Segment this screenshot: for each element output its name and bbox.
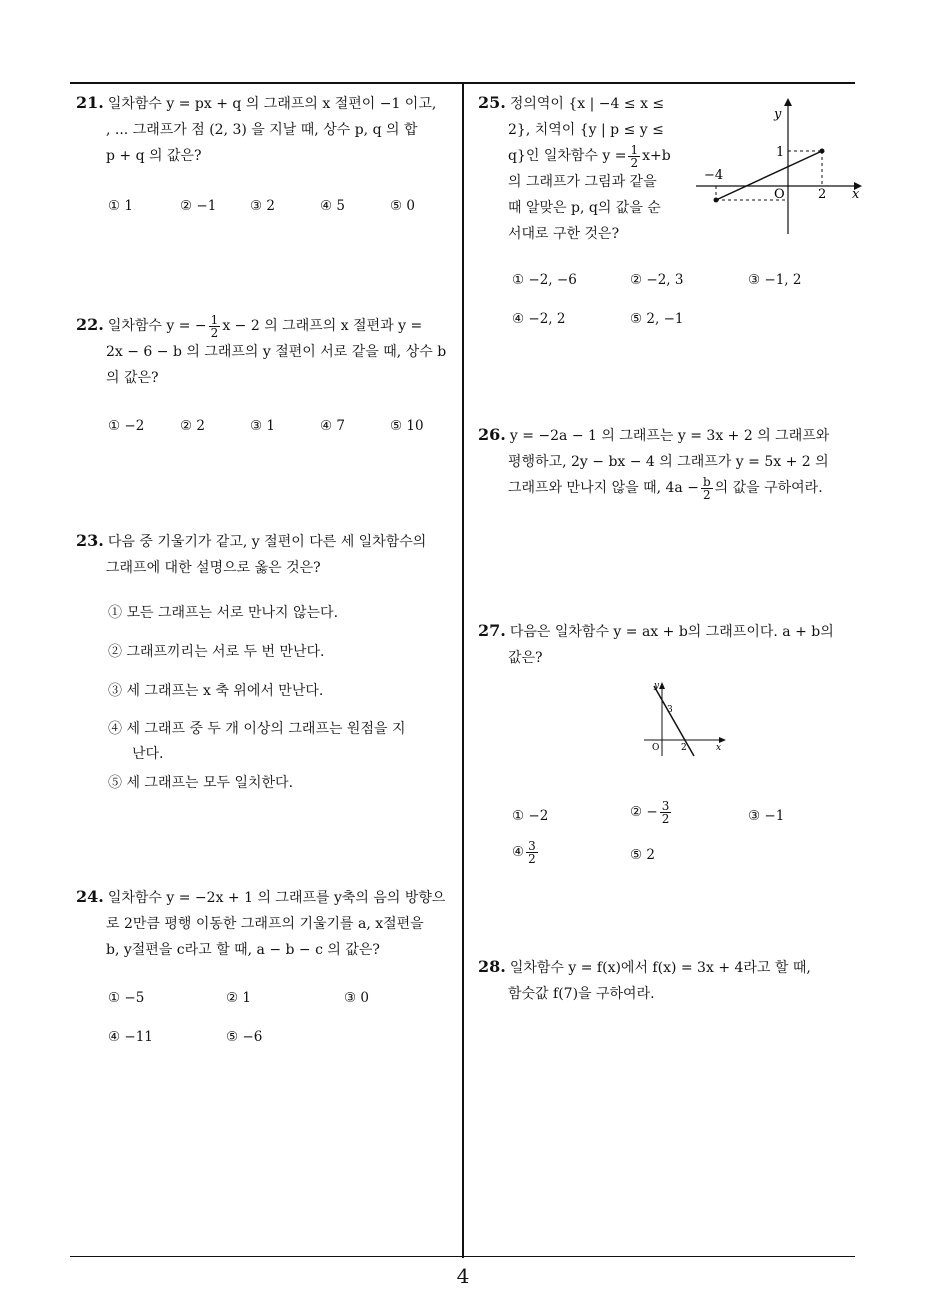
fraction: $\frac{1}{2}$: [210, 312, 219, 340]
question-text: 의 값은?: [106, 370, 159, 386]
question-text: p + q 의 값은?: [106, 148, 202, 164]
y-axis-arrow-icon: [659, 682, 665, 689]
choice-2[interactable]: ② − $\frac{3}{2}$: [630, 799, 670, 826]
tick-label: 3: [667, 705, 673, 715]
choice-4[interactable]: ④ 세 그래프 중 두 개 이상의 그래프는 원점을 지: [108, 721, 406, 737]
bottom-rule: [70, 1256, 855, 1257]
choice-4[interactable]: ④ −2, 2: [512, 311, 566, 327]
page-number: 4: [456, 1264, 470, 1288]
choice-4[interactable]: ④ $\frac{3}{2}$: [512, 839, 536, 866]
y-axis-label: y: [654, 681, 660, 691]
choice-4[interactable]: ④ 7: [320, 418, 345, 434]
question-number: 24.: [76, 887, 104, 906]
question-text: 정의역이 {x | −4 ≤ x ≤: [509, 96, 665, 112]
question-number: 23.: [76, 531, 104, 550]
function-line: [654, 686, 694, 756]
choice-1[interactable]: ① −2: [108, 418, 145, 434]
question-text: 다음 중 기울기가 같고, y 절편이 다른 세 일차함수의: [107, 534, 427, 550]
question-number: 27.: [478, 621, 506, 640]
choice-3[interactable]: ③ −1: [748, 808, 785, 824]
question-21: [76, 90, 456, 169]
question-number: 22.: [76, 315, 104, 334]
choice-3[interactable]: ③ 1: [250, 418, 275, 434]
choice-2[interactable]: ② 1: [226, 990, 251, 1006]
y-axis-arrow-icon: [784, 98, 792, 106]
choice-2[interactable]: ② −2, 3: [630, 272, 684, 288]
function-line: [716, 151, 822, 200]
tick-label: −4: [704, 168, 724, 183]
question-number: 21.: [76, 93, 104, 112]
choice-2[interactable]: ② 2: [180, 418, 205, 434]
question-text: 일차함수 y = f(x)에서 f(x) = 3x + 4라고 할 때,: [509, 960, 811, 976]
question-text: 2x − 6 − b 의 그래프의 y 절편이 서로 같을 때, 상수 b: [106, 344, 447, 360]
choice-4-continued: 난다.: [132, 746, 164, 762]
y-axis-label: y: [774, 107, 782, 122]
question-text: b, y절편을 c라고 할 때, a − b − c 의 값은?: [106, 942, 380, 958]
origin-label: O: [652, 743, 660, 753]
choice-5[interactable]: ⑤ 2, −1: [630, 311, 684, 327]
question-text: 그래프에 대한 설명으로 옳은 것은?: [106, 560, 321, 576]
x-axis-label: x: [852, 187, 860, 202]
question-text: 일차함수 y = px + q 의 그래프의 x 절편이 −1 이고,: [107, 96, 437, 112]
x-axis-label: x: [716, 743, 722, 753]
q25-graph: [696, 94, 866, 244]
choice-1[interactable]: ① −2, −6: [512, 272, 577, 288]
choice-1[interactable]: ① 모든 그래프는 서로 만나지 않는다.: [108, 605, 339, 621]
question-27: 27. 다음은 일차함수 y = ax + b의 그래프이다. a + b의 값은?: [478, 621, 834, 666]
answer-choices-23: [108, 600, 458, 800]
choice-4[interactable]: ④ 5: [320, 198, 345, 214]
choice-1[interactable]: ① −5: [108, 990, 145, 1006]
choice-5[interactable]: ⑤ 10: [390, 418, 424, 434]
question-25: 25. 정의역이 {x | −4 ≤ x ≤ 2}, 치역이 {y | p ≤ y ≤ q}인 일차함수 y = $\frac{1}{2}$ x+b 의 그래프가 그림과 같을 때 알맞은 p, q의 값을 순 서대로 구한 것은?: [478, 93, 671, 242]
question-22: 22. 일차함수 y = − $\frac{1}{2}$ x − 2 의 그래프의 x 절편과 y = 2x − 6 − b 의 그래프의 y 절편이 서로 같을 때, 상수 b 의 값은?: [76, 312, 456, 391]
question-text: 다음은 일차함수 y = ax + b의 그래프이다. a + b의: [509, 624, 834, 640]
choice-2[interactable]: ② −1: [180, 198, 217, 214]
choice-1[interactable]: ① 1: [108, 198, 133, 214]
choice-3[interactable]: ③ 세 그래프는 x 축 위에서 만난다.: [108, 683, 324, 699]
choice-3[interactable]: ③ −1, 2: [748, 272, 802, 288]
choice-1[interactable]: ① −2: [512, 808, 549, 824]
choice-5[interactable]: ⑤ 0: [390, 198, 415, 214]
question-number: 28.: [478, 957, 506, 976]
choice-3[interactable]: ③ 2: [250, 198, 275, 214]
question-number: 26.: [478, 425, 506, 444]
tick-label: 2: [681, 743, 687, 753]
choice-5[interactable]: ⑤ 2: [630, 847, 655, 863]
choice-4[interactable]: ④ −11: [108, 1029, 153, 1045]
tick-label: 2: [818, 187, 827, 202]
tick-label: 1: [776, 145, 785, 160]
q27-graph: [640, 680, 730, 760]
origin-label: O: [774, 187, 785, 202]
fraction: $\frac{b}{2}$: [702, 474, 711, 502]
question-text: 일차함수 y = −2x + 1 의 그래프를 y축의 음의 방향으: [107, 890, 446, 906]
question-text: y = −2a − 1 의 그래프는 y = 3x + 2 의 그래프와: [509, 428, 830, 444]
question-number: 25.: [478, 93, 506, 112]
choice-5[interactable]: ⑤ 세 그래프는 모두 일치한다.: [108, 775, 294, 791]
choice-2[interactable]: ② 그래프끼리는 서로 두 번 만난다.: [108, 644, 325, 660]
fraction: $\frac{1}{2}$: [630, 142, 639, 170]
question-24: [76, 884, 456, 963]
question-26: 26. y = −2a − 1 의 그래프는 y = 3x + 2 의 그래프와 평행하고, 2y − bx − 4 의 그래프가 y = 5x + 2 의 그래프와 만나지 않을 때, 4a − $\frac{b}{2}$ 의 값을 구하여라.: [478, 425, 830, 502]
question-28: 28. 일차함수 y = f(x)에서 f(x) = 3x + 4라고 할 때, 함숫값 f(7)을 구하여라.: [478, 957, 811, 1002]
question-23: [76, 528, 456, 581]
choice-5[interactable]: ⑤ −6: [226, 1029, 263, 1045]
question-text: 로 2만큼 평행 이동한 그래프의 기울기를 a, x절편을: [106, 916, 424, 932]
question-text: , ... 그래프가 점 (2, 3) 을 지날 때, 상수 p, q 의 합: [106, 122, 418, 138]
choice-3[interactable]: ③ 0: [344, 990, 369, 1006]
column-divider: [462, 82, 464, 1258]
